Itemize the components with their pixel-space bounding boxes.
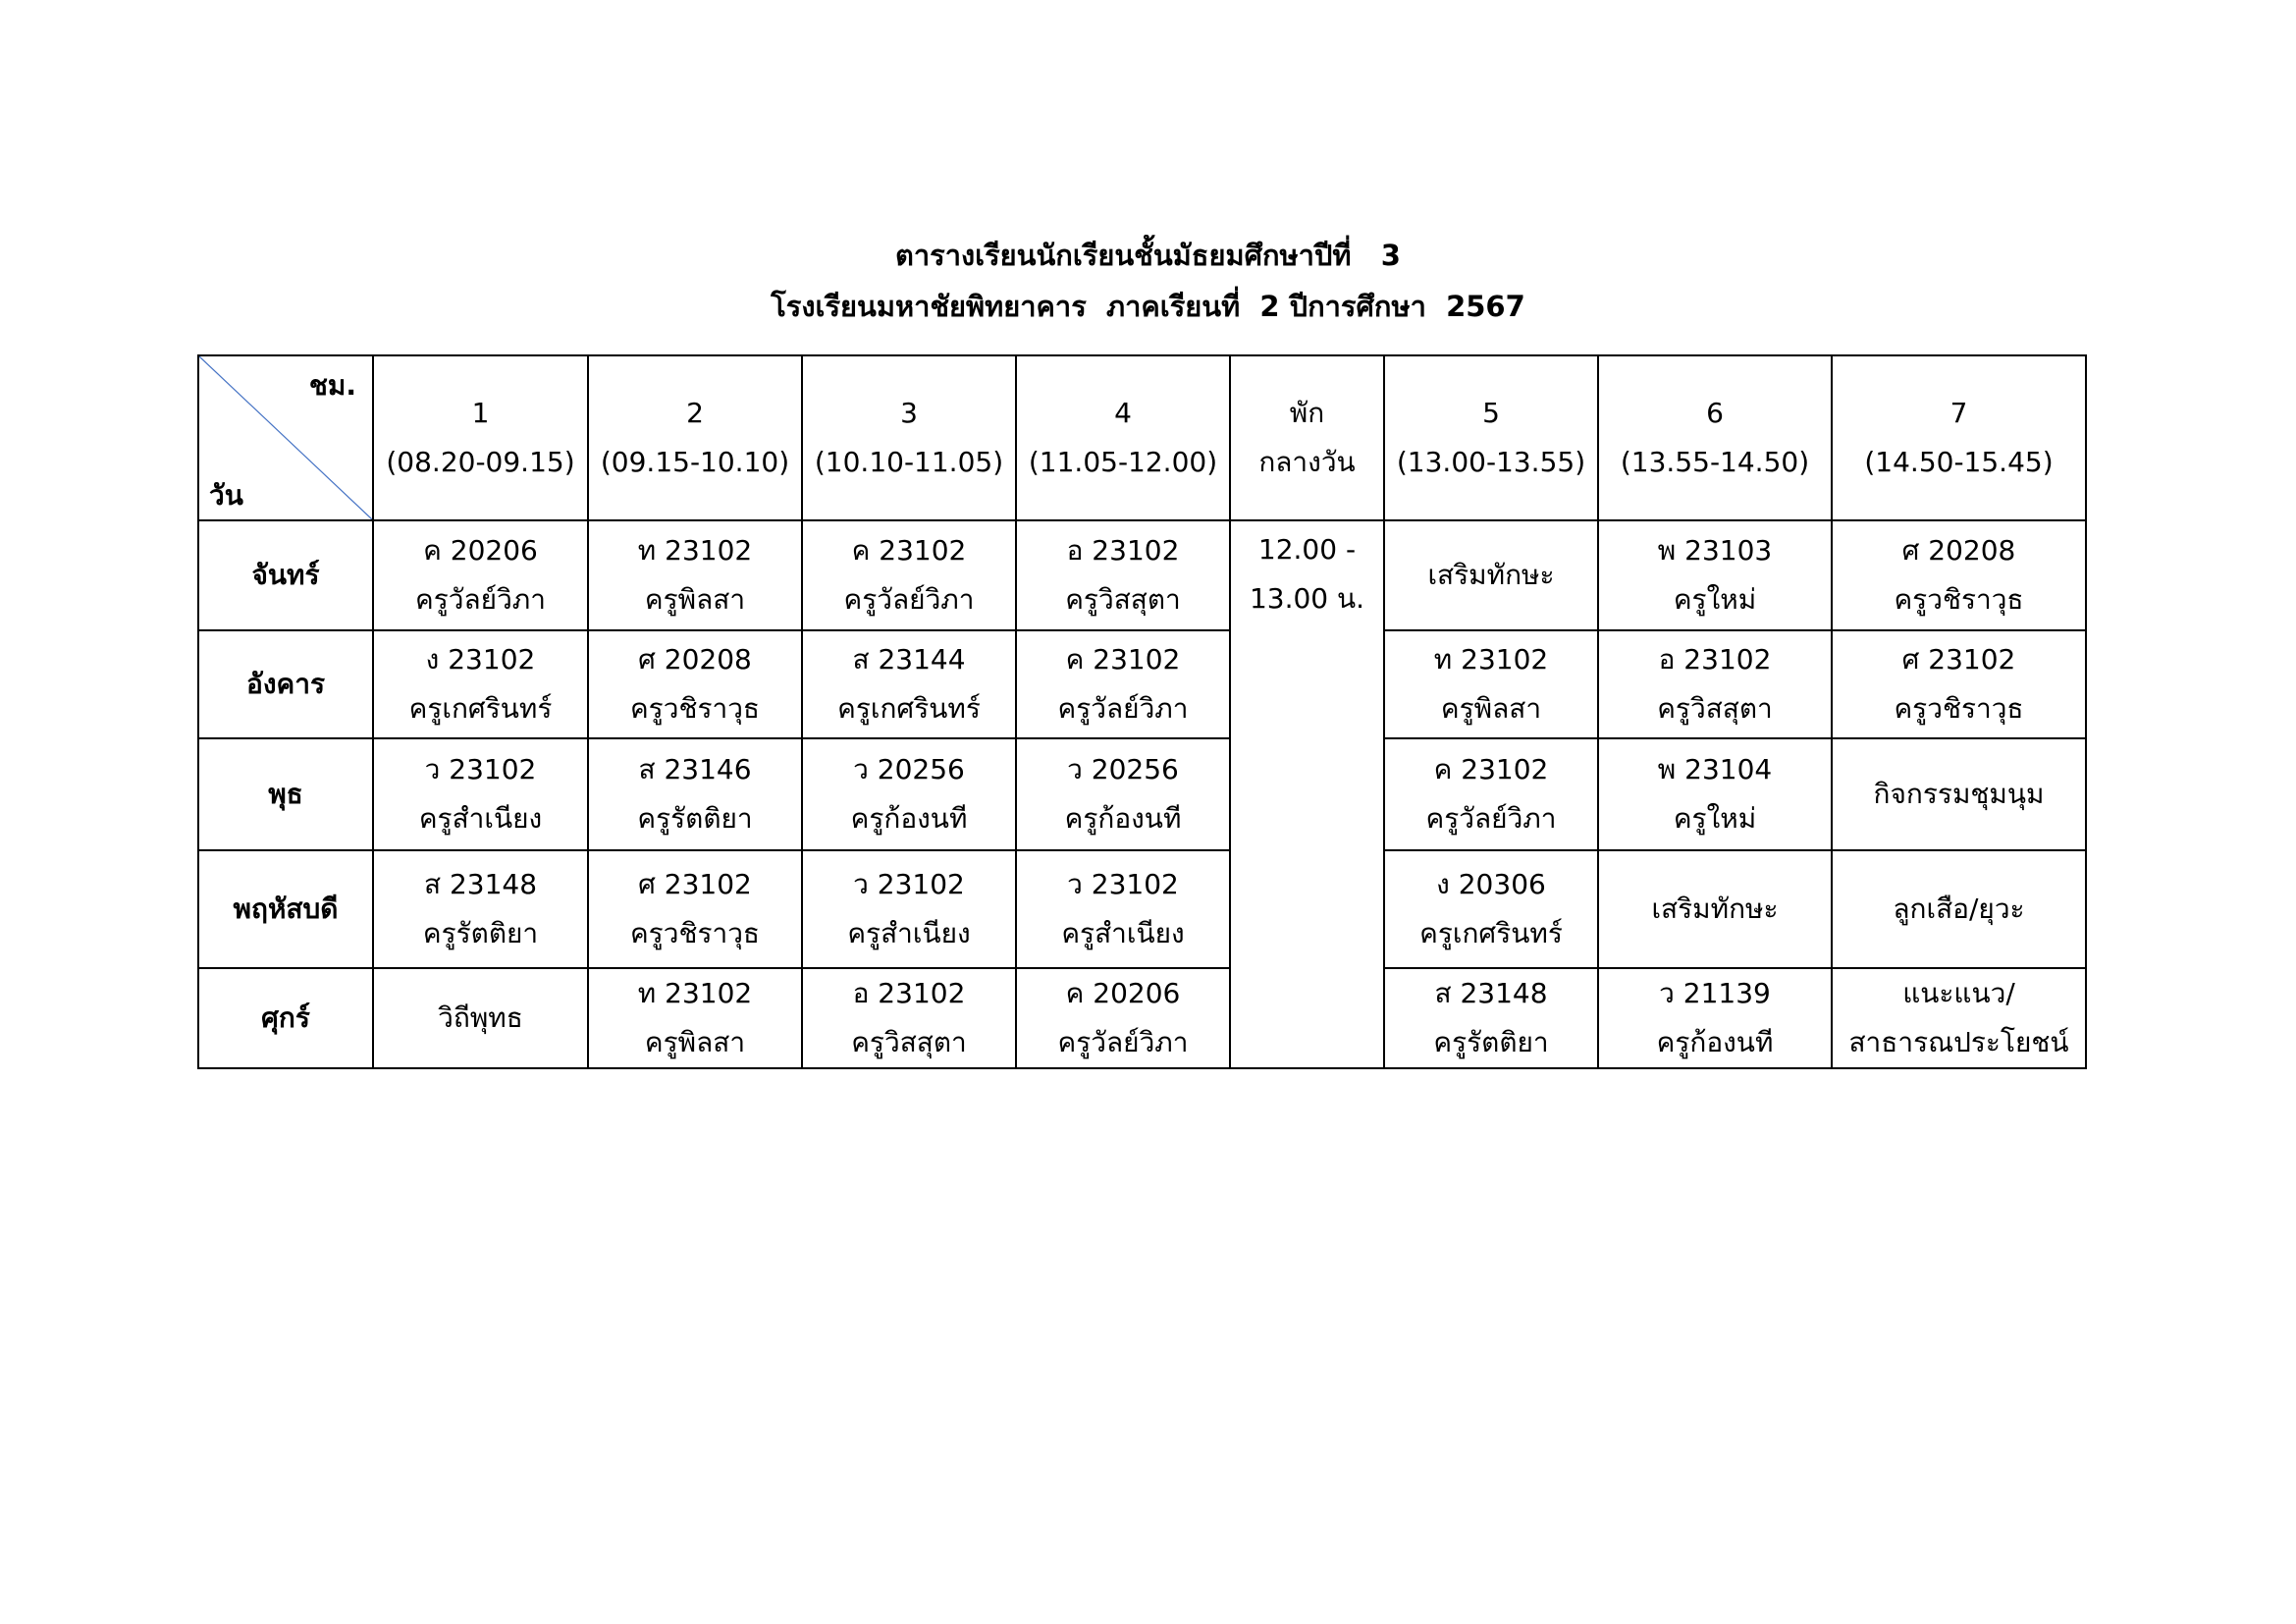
activity-cell [1832, 968, 2086, 1068]
period-number: 4 [1114, 397, 1132, 429]
day-row [198, 520, 2086, 630]
period-time: (13.55-14.50) [1620, 446, 1810, 478]
subject-code: ส 23148 [423, 868, 538, 900]
subject-code: อ 23102 [1658, 643, 1772, 676]
subject-code: ค 20206 [1065, 977, 1181, 1009]
day-label: พุธ [198, 738, 373, 850]
subject-code: ค 23102 [1433, 753, 1549, 785]
subject-code: พ 23104 [1657, 753, 1773, 785]
activity-cell [1598, 850, 1832, 968]
teacher-name: ครูก้องนที [1656, 1026, 1774, 1058]
teacher-name: ครูเกศรินทร์ [837, 692, 981, 725]
subject-code: ท 23102 [637, 977, 753, 1009]
teacher-name: ครูวัลย์วิภา [1425, 802, 1557, 835]
teacher-name: ครูเกศรินทร์ [408, 692, 553, 725]
class-cell [588, 630, 802, 738]
class-cell [373, 520, 588, 630]
class-cell [802, 520, 1016, 630]
teacher-name: ครูวัลย์วิภา [843, 583, 975, 616]
period-axis-label: ชม. [308, 369, 356, 402]
class-cell [1384, 630, 1598, 738]
subject-code: ว 23102 [424, 753, 537, 785]
subject-code: ศ 20208 [638, 643, 752, 676]
teacher-name: ครูพิลสา [1440, 692, 1542, 725]
subject-code: ท 23102 [1433, 643, 1549, 676]
subject-code: ส 23144 [852, 643, 966, 676]
teacher-name: ครูพิลสา [644, 583, 746, 616]
period-header [1384, 355, 1598, 520]
lunch-time-end: 13.00 น. [1249, 582, 1365, 615]
subject-code: ค 23102 [851, 534, 967, 567]
activity-name: เสริมทักษะ [1651, 893, 1779, 925]
day-row [198, 738, 2086, 850]
teacher-name: ครูวิสสุตา [1065, 583, 1181, 616]
class-cell [588, 738, 802, 850]
subject-code: พ 23103 [1657, 534, 1773, 567]
subject-code: ศ 23102 [1901, 643, 2016, 676]
period-time: (08.20-09.15) [386, 446, 575, 478]
class-cell [1016, 850, 1230, 968]
class-cell [802, 968, 1016, 1068]
teacher-name: ครูวชิราวุธ [629, 692, 761, 725]
class-cell [802, 850, 1016, 968]
class-cell [802, 630, 1016, 738]
activity-cell [1832, 738, 2086, 850]
teacher-name: ครูวัลย์วิภา [415, 583, 546, 616]
teacher-name: ครูสำเนียง [418, 802, 543, 835]
subject-code: ท 23102 [637, 534, 753, 567]
period-time: (11.05-12.00) [1028, 446, 1218, 478]
teacher-name: ครูใหม่ [1673, 802, 1757, 835]
class-cell [588, 520, 802, 630]
class-cell [1016, 630, 1230, 738]
teacher-name: ครูวชิราวุธ [1894, 692, 2024, 725]
teacher-name: ครูวชิราวุธ [1894, 583, 2024, 616]
class-cell [1832, 630, 2086, 738]
subject-code: ว 21139 [1659, 977, 1771, 1009]
class-cell [1832, 520, 2086, 630]
teacher-name: ครูวัลย์วิภา [1057, 692, 1189, 725]
teacher-name: ครูรัตติยา [422, 917, 539, 949]
lunch-time-start: 12.00 - [1257, 533, 1357, 566]
teacher-name: ครูก้องนที [850, 802, 968, 835]
period-time: (13.00-13.55) [1396, 446, 1586, 478]
subject-code: ว 20256 [853, 753, 965, 785]
day-axis-label: วัน [209, 479, 243, 512]
class-cell [1016, 738, 1230, 850]
teacher-name: ครูพิลสา [644, 1026, 746, 1058]
period-header [588, 355, 802, 520]
period-time: (14.50-15.45) [1864, 446, 2054, 478]
activity-cell [1832, 850, 2086, 968]
class-cell [373, 850, 588, 968]
period-header [373, 355, 588, 520]
period-number: 2 [686, 397, 704, 429]
subject-code: ศ 23102 [638, 868, 752, 900]
period-header [1598, 355, 1832, 520]
class-cell [1384, 738, 1598, 850]
corner-header [198, 355, 373, 520]
class-cell [588, 968, 802, 1068]
teacher-name: ครูวชิราวุธ [629, 917, 761, 949]
page-subtitle: โรงเรียนมหาชัยพิทยาคาร ภาคเรียนที่ 2 ปีการศึกษา 2567 [771, 290, 1525, 323]
day-label: ศุกร์ [198, 968, 373, 1068]
class-cell [802, 738, 1016, 850]
class-cell [588, 850, 802, 968]
period-header [802, 355, 1016, 520]
lunch-label: พัก [1289, 397, 1325, 429]
period-number: 5 [1482, 397, 1500, 429]
teacher-name: ครูสำเนียง [1061, 917, 1185, 949]
subject-code: ศ 20208 [1901, 534, 2016, 567]
subject-code: ค 23102 [1065, 643, 1181, 676]
teacher-name: ครูก้องนที [1064, 802, 1182, 835]
activity-name: ลูกเสือ/ยุวะ [1893, 893, 2025, 925]
activity-name: กิจกรรมชุมนุม [1873, 778, 2045, 810]
class-cell [1598, 738, 1832, 850]
teacher-name: ครูเกศรินทร์ [1419, 917, 1563, 949]
day-row [198, 968, 2086, 1068]
day-label: จันทร์ [198, 520, 373, 630]
subject-code: ว 23102 [1067, 868, 1179, 900]
day-row [198, 850, 2086, 968]
period-number: 1 [471, 397, 490, 429]
activity-name: วิถีพุทธ [438, 1001, 523, 1034]
period-number: 6 [1706, 397, 1724, 429]
lunch-break-cell [1230, 520, 1384, 1068]
class-cell [1384, 850, 1598, 968]
subject-code: ว 20256 [1067, 753, 1179, 785]
activity-cell [373, 968, 588, 1068]
period-header [1832, 355, 2086, 520]
subject-code: ส 23148 [1434, 977, 1548, 1009]
day-row [198, 630, 2086, 738]
subject-code: ค 20206 [423, 534, 538, 567]
class-cell [373, 630, 588, 738]
page-title: ตารางเรียนนักเรียนชั้นมัธยมศึกษาปีที่ 3 [895, 239, 1401, 272]
header-row [198, 355, 2086, 520]
subject-code: ส 23146 [638, 753, 752, 785]
class-cell [1016, 968, 1230, 1068]
subject-code: ง 20306 [1436, 868, 1546, 900]
class-cell [1598, 630, 1832, 738]
subject-code: ว 23102 [853, 868, 965, 900]
lunch-header [1230, 355, 1384, 520]
timetable [197, 354, 2087, 1069]
period-time: (10.10-11.05) [814, 446, 1004, 478]
class-cell [1384, 968, 1598, 1068]
teacher-name: ครูสำเนียง [847, 917, 971, 949]
activity-name: สาธารณประโยชน์ [1848, 1026, 2069, 1058]
day-label: พฤหัสบดี [198, 850, 373, 968]
class-cell [1598, 968, 1832, 1068]
subject-code: อ 23102 [1066, 534, 1180, 567]
class-cell [1598, 520, 1832, 630]
period-time: (09.15-10.10) [600, 446, 790, 478]
teacher-name: ครูรัตติยา [1433, 1026, 1549, 1058]
subject-code: อ 23102 [852, 977, 966, 1009]
lunch-label: กลางวัน [1258, 446, 1356, 478]
teacher-name: ครูรัตติยา [637, 802, 753, 835]
teacher-name: ครูวิสสุตา [1657, 692, 1773, 725]
period-header [1016, 355, 1230, 520]
subject-code: ง 23102 [425, 643, 536, 676]
teacher-name: ครูใหม่ [1673, 583, 1757, 616]
activity-cell [1384, 520, 1598, 630]
class-cell [373, 738, 588, 850]
teacher-name: ครูวัลย์วิภา [1057, 1026, 1189, 1058]
activity-name: แนะแนว/ [1902, 977, 2015, 1009]
period-number: 7 [1949, 397, 1968, 429]
teacher-name: ครูวิสสุตา [851, 1026, 967, 1058]
day-label: อังคาร [198, 630, 373, 738]
activity-name: เสริมทักษะ [1427, 559, 1555, 591]
class-cell [1016, 520, 1230, 630]
period-number: 3 [900, 397, 918, 429]
